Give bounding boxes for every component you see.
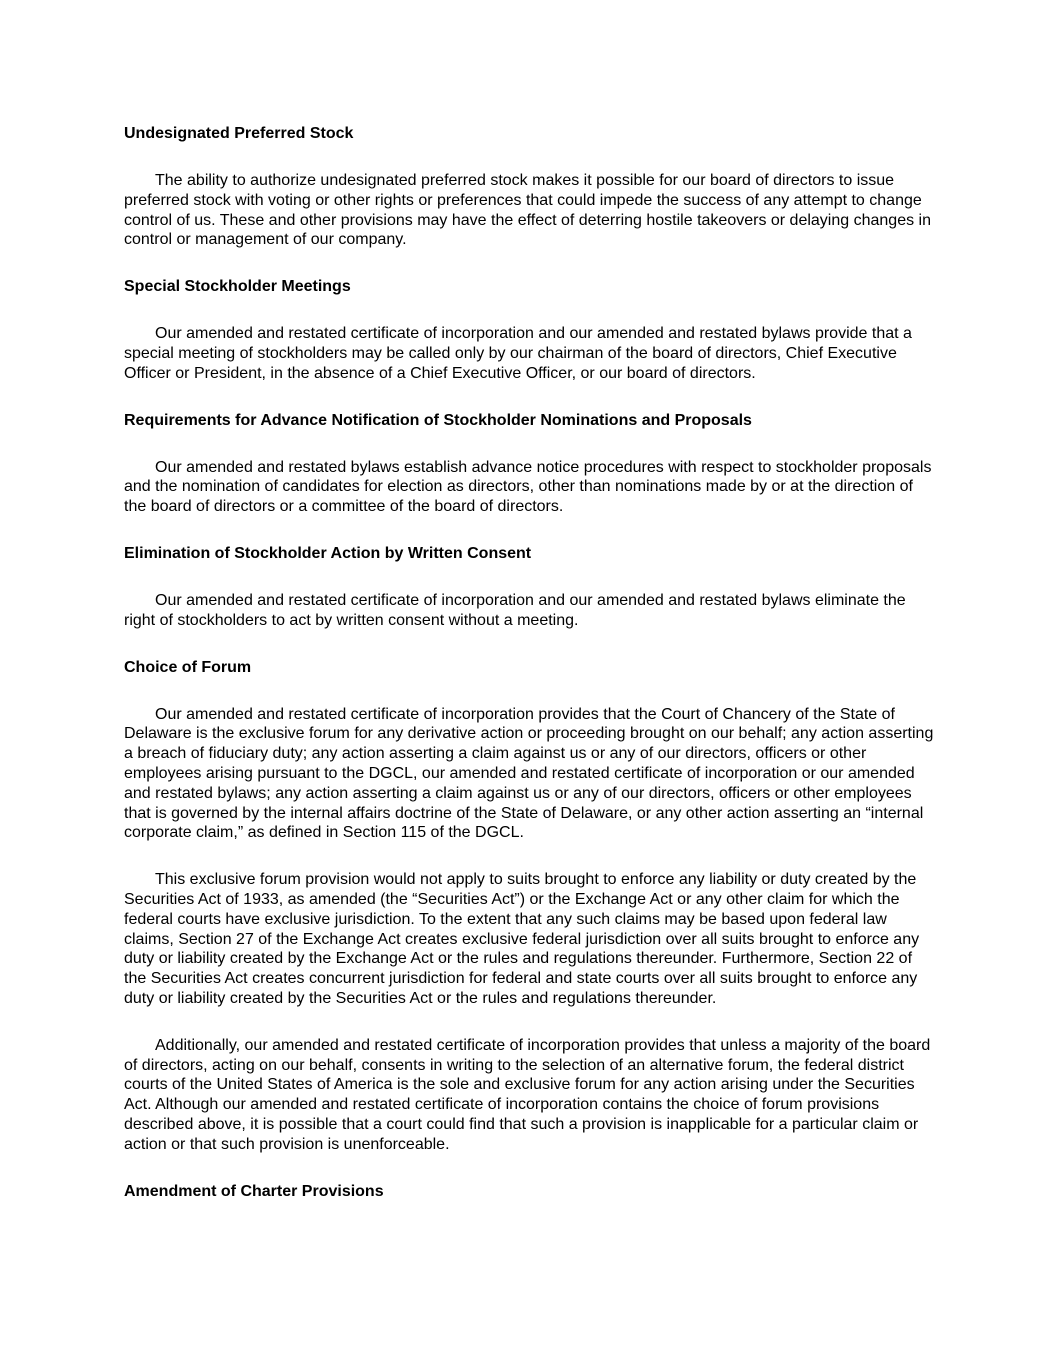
section-heading: Choice of Forum [124,658,252,676]
section-paragraph: Our amended and restated bylaws establish advance notice procedures with respect to stockholder proposals and the nomination of candidates for election as directors, other than nominations made by or at the direction of the board of directors or a committee of the board of directors. [124,458,932,516]
section-paragraph: Our amended and restated certificate of incorporation and our amended and restated bylaws eliminate the right of stockholders to act by written consent without a meeting. [124,591,906,629]
document-page [124,124,936,1202]
section-amendment-of-charter [124,1182,936,1202]
section-paragraph: Our amended and restated certificate of incorporation provides that the Court of Chancery of the State of Delaware is the exclusive forum for any derivative action or proceeding brought on our behalf; any action asserting a breach of fiduciary duty; any action asserting a claim against us or any of our directors, officers or other employees arising pursuant to the DGCL, our amended and restated certificate of incorporation or our amended and restated bylaws; any action asserting a claim against us or any of our directors, officers or other employees that is governed by the internal affairs doctrine of the State of Delaware, or any other action asserting an “internal corporate claim,” as defined in Section 115 of the DGCL. [124,705,934,842]
section-heading: Requirements for Advance Notification of Stockholder Nominations and Proposals [124,411,752,429]
section-heading: Amendment of Charter Provisions [124,1182,384,1200]
section-paragraph: The ability to authorize undesignated preferred stock makes it possible for our board of directors to issue preferred stock with voting or other rights or preferences that could impede the success of any attempt to change control of us. These and other provisions may have the effect of deterring hostile takeovers or delaying changes in control or management of our company. [124,172,931,249]
section-choice-of-forum [124,658,936,1155]
section-paragraph: This exclusive forum provision would not apply to suits brought to enforce any liability or duty created by the Securities Act of 1933, as amended (the “Securities Act”) or the Exchange Act or any other claim for which the federal courts have exclusive jurisdiction. To the extent that any such claims may be based upon federal law claims, Section 27 of the Exchange Act creates exclusive federal jurisdiction over all suits brought to enforce any duty or liability created by the Exchange Act or the rules and regulations thereunder. Furthermore, Section 22 of the Securities Act creates concurrent jurisdiction for federal and state courts over all suits brought to enforce any duty or liability created by the Securities Act or the rules and regulations thereunder. [124,871,920,1007]
section-special-stockholder-meetings [124,277,936,383]
section-paragraph: Additionally, our amended and restated certificate of incorporation provides that unless a majority of the board of directors, acting on our behalf, consents in writing to the selection of an alternative forum, the federal district courts of the United States of America is the sole and exclusive forum for any action arising under the Securities Act. Although our amended and restated certificate of incorporation contains the choice of forum provisions described above, it is possible that a court could find that such a provision is inapplicable for a particular claim or action or that such provision is unenforceable. [124,1036,931,1153]
section-heading: Undesignated Preferred Stock [124,125,354,142]
section-advance-notification [124,411,936,517]
section-undesignated-preferred-stock [124,124,936,250]
section-heading: Special Stockholder Meetings [124,278,351,296]
section-heading: Elimination of Stockholder Action by Written Consent [124,544,532,562]
section-paragraph: Our amended and restated certificate of incorporation and our amended and restated bylaws provide that a special meeting of stockholders may be called only by our chairman of the board of directors, Chief Executive Officer or President, in the absence of a Chief Executive Officer, or our board of directors. [124,325,912,382]
section-written-consent [124,544,936,631]
